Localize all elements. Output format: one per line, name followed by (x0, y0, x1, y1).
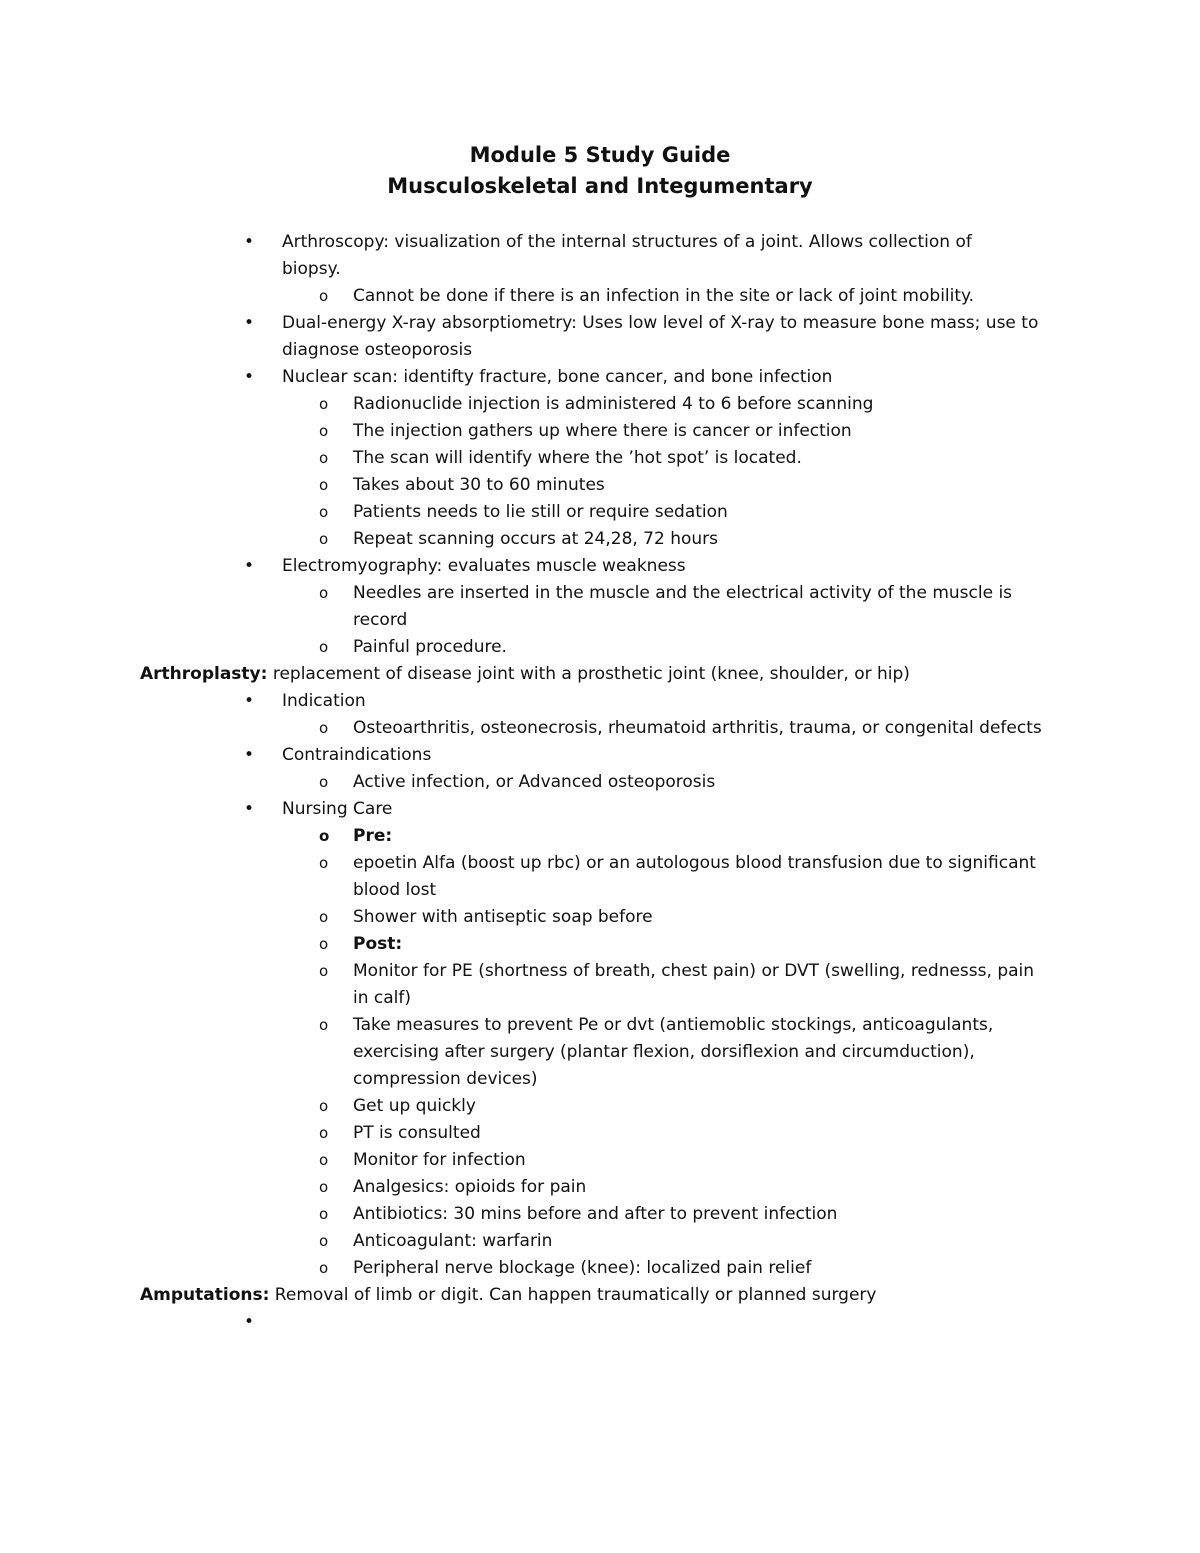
list-item (0, 796, 1200, 823)
section-heading-line (0, 1282, 1200, 1309)
sub-item-text: record (353, 610, 408, 630)
sub-item-text: Painful procedure. (353, 637, 507, 657)
sub-bullet-marker: o (319, 584, 329, 602)
bullet-marker: • (244, 232, 255, 252)
section-heading-text (140, 661, 910, 688)
bullet-marker: • (244, 556, 255, 576)
pre-label: Pre: (353, 826, 393, 846)
section-heading-arthroplasty: Arthroplasty: (140, 664, 268, 684)
sub-bullet-marker: o (319, 1259, 329, 1277)
sub-item-text: Osteoarthritis, osteonecrosis, rheumatoid arthritis, trauma, or congenital defects (353, 718, 1042, 738)
list-item (0, 310, 1200, 337)
sub-list-item (0, 958, 1200, 985)
sub-list-item (0, 445, 1200, 472)
item-text: Dual-energy X-ray absorptiometry: Uses low level of X-ray to measure bone mass; use to (282, 313, 1039, 333)
sub-list-item (0, 769, 1200, 796)
sub-list-item (0, 499, 1200, 526)
sub-list-item (0, 1228, 1200, 1255)
sub-item-text: Anticoagulant: warfarin (353, 1231, 553, 1251)
sub-list-item-continuation (0, 607, 1200, 634)
sub-item-text: PT is consulted (353, 1123, 481, 1143)
sub-item-text: Takes about 30 to 60 minutes (353, 475, 605, 495)
sub-item-text: Shower with antiseptic soap before (353, 907, 653, 927)
sub-list-item-continuation (0, 985, 1200, 1012)
sub-bullet-marker: o (319, 908, 329, 926)
sub-bullet-marker: o (319, 1178, 329, 1196)
sub-item-text: Analgesics: opioids for pain (353, 1177, 587, 1197)
sub-item-text: The scan will identify where the ’hot spot’ is located. (353, 448, 802, 468)
item-text: Indication (282, 691, 366, 711)
sub-item-text: compression devices) (353, 1069, 538, 1089)
section-description: replacement of disease joint with a prosthetic joint (knee, shoulder, or hip) (267, 664, 910, 684)
sub-item-text: Antibiotics: 30 mins before and after to prevent infection (353, 1204, 838, 1224)
sub-item-text: Patients needs to lie still or require sedation (353, 502, 728, 522)
list-item (0, 364, 1200, 391)
sub-bullet-marker: o (319, 719, 329, 737)
sub-bullet-marker: o (319, 1151, 329, 1169)
sub-bullet-marker: o (319, 827, 330, 845)
sub-bullet-marker: o (319, 395, 329, 413)
section-heading-amputations: Amputations: (140, 1285, 270, 1305)
sub-item-text: Cannot be done if there is an infection in the site or lack of joint mobility. (353, 286, 975, 306)
sub-list-item-continuation (0, 1039, 1200, 1066)
sub-item-text: Needles are inserted in the muscle and the electrical activity of the muscle is (353, 583, 1013, 603)
sub-list-item (0, 823, 1200, 850)
bullet-marker: • (244, 313, 255, 333)
sub-list-item (0, 1012, 1200, 1039)
sub-item-text: Monitor for infection (353, 1150, 526, 1170)
item-text: Arthroscopy: visualization of the internal structures of a joint. Allows collection of (282, 232, 972, 252)
sub-bullet-marker: o (319, 449, 329, 467)
section-description: Removal of limb or digit. Can happen traumatically or planned surgery (269, 1285, 877, 1305)
sub-list-item (0, 634, 1200, 661)
item-text: Nuclear scan: identifty fracture, bone cancer, and bone infection (282, 367, 833, 387)
item-text: Electromyography: evaluates muscle weakness (282, 556, 686, 576)
sub-item-text: Radionuclide injection is administered 4 to 6 before scanning (353, 394, 874, 414)
sub-bullet-marker: o (319, 854, 329, 872)
sub-bullet-marker: o (319, 476, 329, 494)
sub-bullet-marker: o (319, 287, 329, 305)
item-text: diagnose osteoporosis (282, 340, 473, 360)
bullet-marker: • (244, 745, 255, 765)
sub-bullet-marker: o (319, 1016, 329, 1034)
list-item (0, 1309, 1200, 1336)
sub-item-text: Repeat scanning occurs at 24,28, 72 hours (353, 529, 719, 549)
sub-item-text: Active infection, or Advanced osteoporosis (353, 772, 716, 792)
sub-list-item (0, 1255, 1200, 1282)
sub-list-item-continuation (0, 1066, 1200, 1093)
sub-bullet-marker: o (319, 1232, 329, 1250)
sub-item-text: exercising after surgery (plantar flexion, dorsiflexion and circumduction), (353, 1042, 975, 1062)
list-item-continuation (0, 256, 1200, 283)
sub-list-item (0, 526, 1200, 553)
list-item (0, 229, 1200, 256)
bullet-marker: • (244, 367, 255, 387)
sub-bullet-marker: o (319, 503, 329, 521)
sub-bullet-marker: o (319, 935, 329, 953)
list-item (0, 688, 1200, 715)
page-title: Module 5 Study Guide (469, 143, 731, 167)
sub-list-item (0, 580, 1200, 607)
sub-bullet-marker: o (319, 773, 329, 791)
sub-list-item (0, 850, 1200, 877)
item-text: Contraindications (282, 745, 432, 765)
title-block (0, 140, 1200, 202)
sub-item-text: Get up quickly (353, 1096, 476, 1116)
list-item-continuation (0, 337, 1200, 364)
sub-item-text: epoetin Alfa (boost up rbc) or an autologous blood transfusion due to significant (353, 853, 1036, 873)
bullet-marker: • (244, 799, 255, 819)
section-heading-line (0, 661, 1200, 688)
item-text: biopsy. (282, 259, 341, 279)
sub-item-text: Peripheral nerve blockage (knee): localized pain relief (353, 1258, 812, 1278)
sub-list-item (0, 931, 1200, 958)
sub-list-item (0, 715, 1200, 742)
sub-list-item (0, 1174, 1200, 1201)
list-item (0, 553, 1200, 580)
sub-bullet-marker: o (319, 530, 329, 548)
sub-list-item (0, 283, 1200, 310)
sub-list-item (0, 1120, 1200, 1147)
sub-list-item (0, 904, 1200, 931)
sub-list-item (0, 418, 1200, 445)
sub-bullet-marker: o (319, 1124, 329, 1142)
sub-bullet-marker: o (319, 638, 329, 656)
sub-bullet-marker: o (319, 962, 329, 980)
bullet-marker: • (244, 1312, 255, 1332)
sub-list-item (0, 1093, 1200, 1120)
sub-list-item (0, 472, 1200, 499)
sub-bullet-marker: o (319, 1205, 329, 1223)
list-item (0, 742, 1200, 769)
document-body (0, 229, 1200, 1336)
section-heading-text (140, 1282, 876, 1309)
sub-item-text: The injection gathers up where there is cancer or infection (353, 421, 852, 441)
sub-list-item (0, 1201, 1200, 1228)
sub-bullet-marker: o (319, 1097, 329, 1115)
sub-bullet-marker: o (319, 422, 329, 440)
sub-item-text: Take measures to prevent Pe or dvt (antiemoblic stockings, anticoagulants, (353, 1015, 994, 1035)
sub-item-text: blood lost (353, 880, 437, 900)
post-label: Post: (353, 934, 403, 954)
sub-item-text: Monitor for PE (shortness of breath, chest pain) or DVT (swelling, rednesss, pain (353, 961, 1035, 981)
bullet-marker: • (244, 691, 255, 711)
sub-list-item (0, 1147, 1200, 1174)
sub-list-item-continuation (0, 877, 1200, 904)
item-text: Nursing Care (282, 799, 393, 819)
sub-item-text: in calf) (353, 988, 412, 1008)
sub-list-item (0, 391, 1200, 418)
page-subtitle: Musculoskeletal and Integumentary (387, 174, 813, 198)
